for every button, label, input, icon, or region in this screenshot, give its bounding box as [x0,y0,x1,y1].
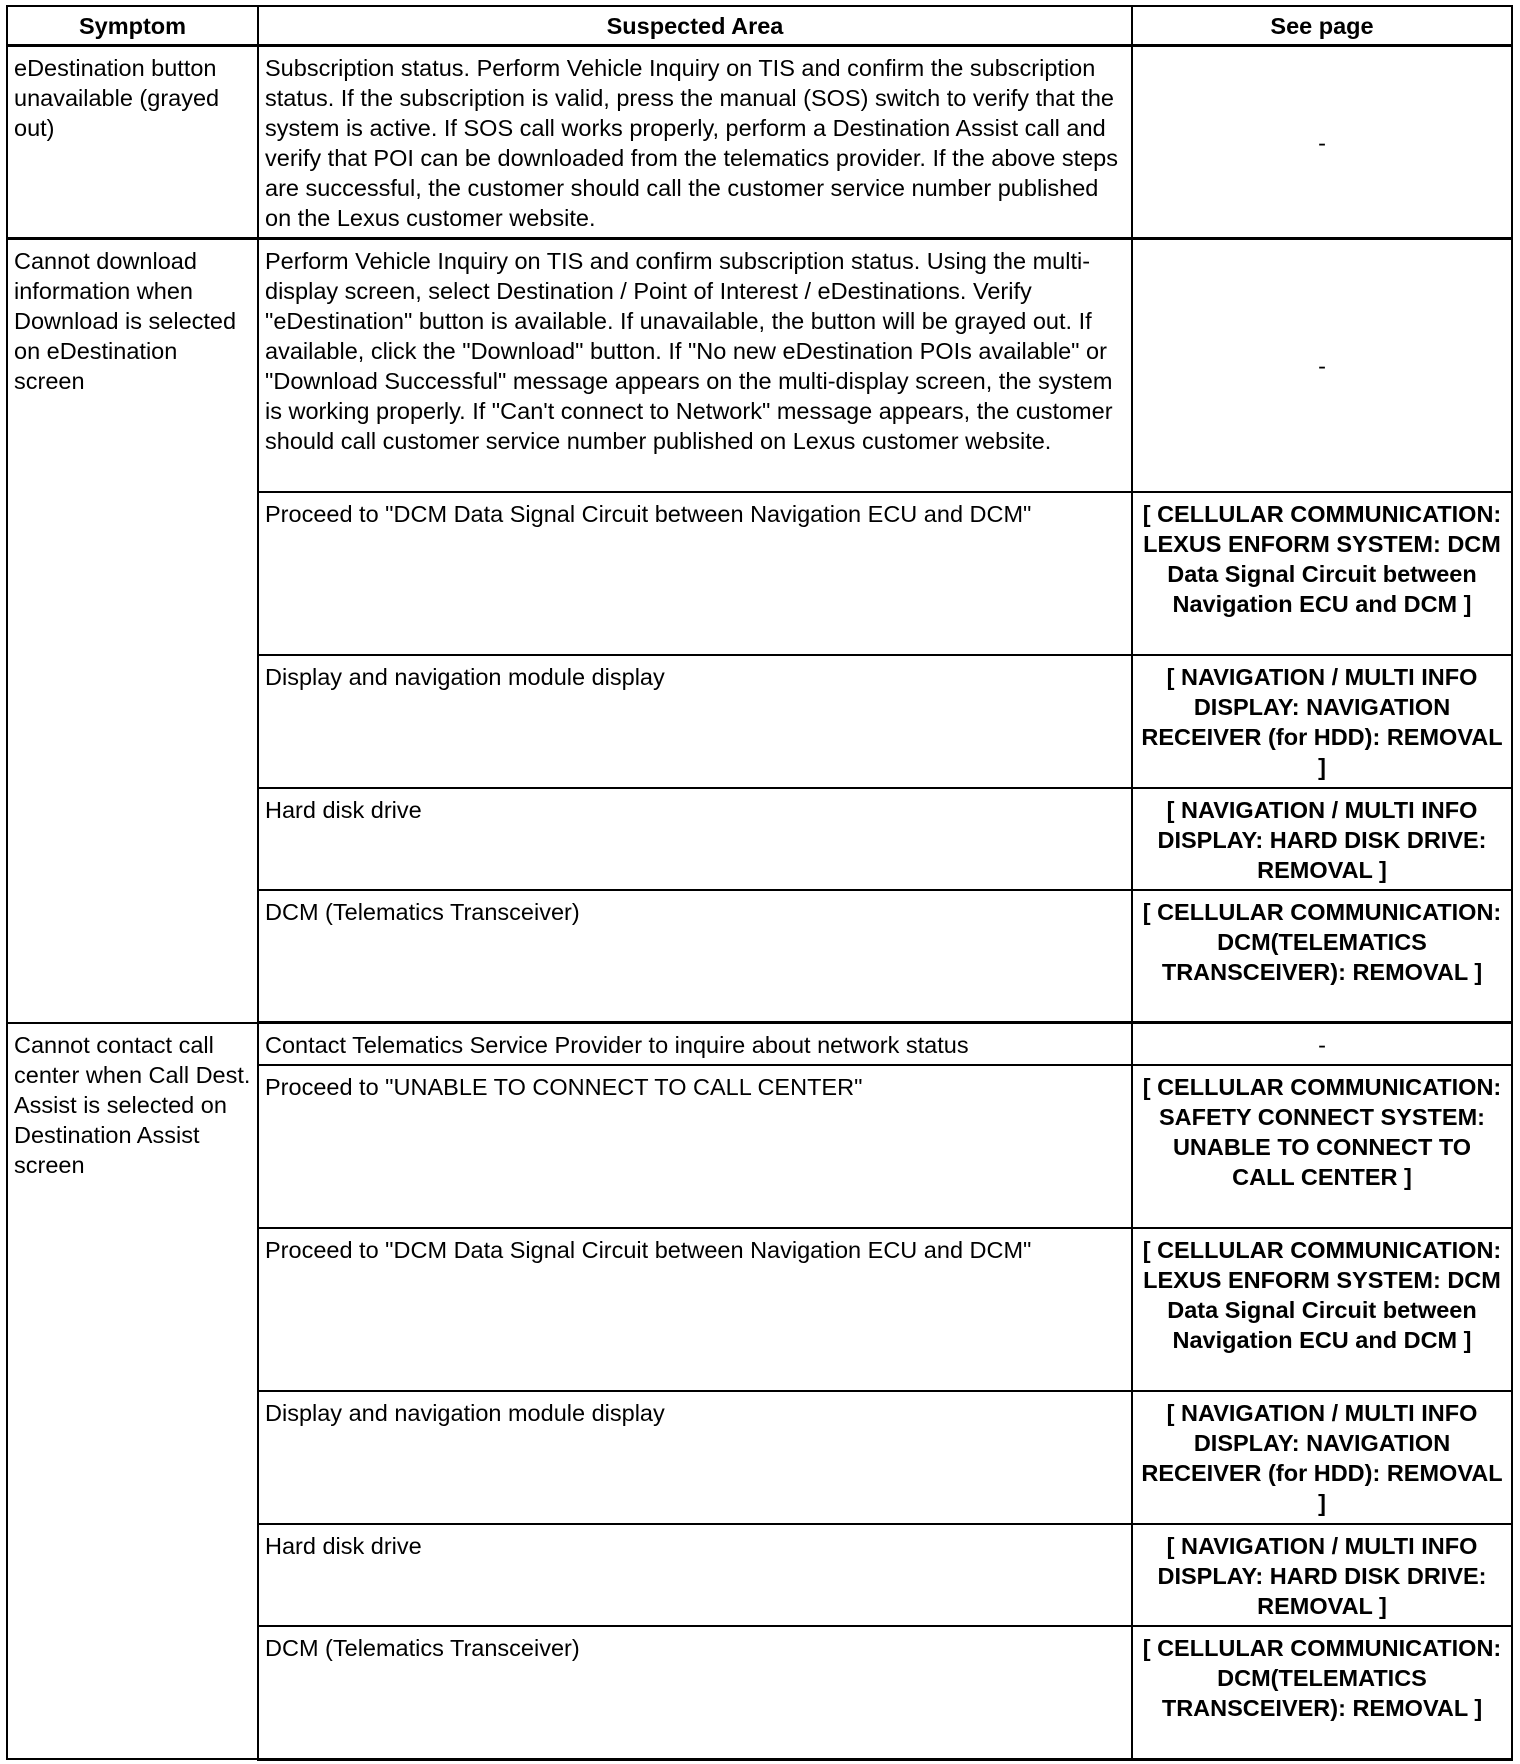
header-suspected-area: Suspected Area [258,6,1132,46]
see-page-link[interactable]: [ CELLULAR COMMUNICATION: DCM(TELEMATICS TRANSCEIVER): REMOVAL ] [1132,1626,1512,1759]
header-row [7,6,1512,46]
suspected-area-cell: Proceed to "DCM Data Signal Circuit between Navigation ECU and DCM" [258,492,1132,655]
see-page-link[interactable]: [ NAVIGATION / MULTI INFO DISPLAY: NAVIGATION RECEIVER (for HDD): REMOVAL ] [1132,1391,1512,1524]
suspected-area-cell: Contact Telematics Service Provider to inquire about network status [258,1023,1132,1066]
see-page-link[interactable]: [ CELLULAR COMMUNICATION: LEXUS ENFORM SYSTEM: DCM Data Signal Circuit between Navigation ECU and DCM ] [1132,1228,1512,1391]
symptom-cell: Cannot download information when Download is selected on eDestination screen [7,239,258,1023]
suspected-area-cell: Display and navigation module display [258,655,1132,788]
see-page-link[interactable]: [ CELLULAR COMMUNICATION: DCM(TELEMATICS TRANSCEIVER): REMOVAL ] [1132,890,1512,1023]
suspected-area-cell: Display and navigation module display [258,1391,1132,1524]
see-page-link[interactable]: [ CELLULAR COMMUNICATION: LEXUS ENFORM SYSTEM: DCM Data Signal Circuit between Navigation ECU and DCM ] [1132,492,1512,655]
suspected-area-cell: DCM (Telematics Transceiver) [258,1626,1132,1759]
see-page-link[interactable]: [ NAVIGATION / MULTI INFO DISPLAY: HARD DISK DRIVE: REMOVAL ] [1132,1524,1512,1626]
symptom-cell: Cannot contact call center when Call Dest. Assist is selected on Destination Assist screen [7,1023,258,1760]
see-page-link[interactable]: [ NAVIGATION / MULTI INFO DISPLAY: HARD DISK DRIVE: REMOVAL ] [1132,788,1512,890]
header-see-page: See page [1132,6,1512,46]
suspected-area-cell: Perform Vehicle Inquiry on TIS and confirm subscription status. Using the multi-display screen, select Destination / Point of Interest / eDestinations. Verify "eDestination" button is available. If unavailable, the button will be grayed out. If available, click the "Download" button. If "No new eDestination POIs available" or "Download Successful" message appears on the multi-display screen, the system is working properly. If "Can't connect to Network" message appears, the customer should call customer service number published on Lexus customer website. [258,239,1132,492]
suspected-area-cell: Proceed to "UNABLE TO CONNECT TO CALL CENTER" [258,1065,1132,1228]
table-row [7,46,1512,239]
see-page-cell: - [1132,46,1512,239]
suspected-area-cell: Hard disk drive [258,1524,1132,1626]
suspected-area-cell: DCM (Telematics Transceiver) [258,890,1132,1023]
trouble-table-wrapper [6,5,1511,1761]
suspected-area-cell: Subscription status. Perform Vehicle Inquiry on TIS and confirm the subscription status. If the subscription is valid, press the manual (SOS) switch to verify that the system is active. If SOS call works properly, perform a Destination Assist call and verify that POI can be downloaded from the telematics provider. If the above steps are successful, the customer should call the customer service number published on the Lexus customer website. [258,46,1132,239]
symptom-cell: eDestination button unavailable (grayed out) [7,46,258,239]
see-page-link[interactable]: [ CELLULAR COMMUNICATION: SAFETY CONNECT SYSTEM: UNABLE TO CONNECT TO CALL CENTER ] [1132,1065,1512,1228]
header-symptom: Symptom [7,6,258,46]
see-page-cell: - [1132,1023,1512,1066]
table-row [7,239,1512,492]
trouble-table [6,5,1513,1761]
see-page-cell: - [1132,239,1512,492]
suspected-area-cell: Hard disk drive [258,788,1132,890]
see-page-link[interactable]: [ NAVIGATION / MULTI INFO DISPLAY: NAVIGATION RECEIVER (for HDD): REMOVAL ] [1132,655,1512,788]
table-row [7,1023,1512,1066]
suspected-area-cell: Proceed to "DCM Data Signal Circuit between Navigation ECU and DCM" [258,1228,1132,1391]
